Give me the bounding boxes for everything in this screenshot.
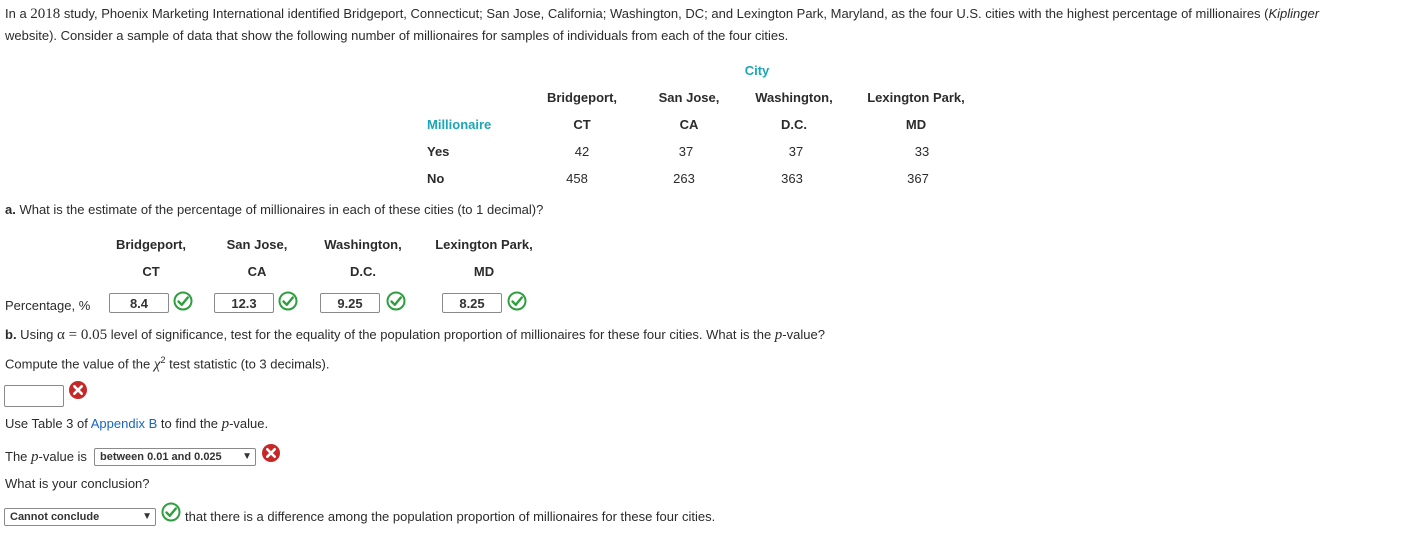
table-cell: 37 bbox=[678, 144, 694, 159]
check-icon bbox=[161, 502, 181, 522]
x-icon bbox=[261, 443, 281, 463]
intro-source: Kiplinger bbox=[1268, 6, 1320, 21]
intro-year: 2018 bbox=[30, 6, 61, 22]
part-a-row-label: Percentage, % bbox=[5, 298, 91, 313]
p-symbol: p bbox=[221, 416, 230, 432]
table-cell: 367 bbox=[907, 171, 929, 186]
table-col-washington-state: D.C. bbox=[781, 117, 807, 132]
table-cell: 263 bbox=[673, 171, 695, 186]
pval-post: -value is bbox=[38, 449, 87, 464]
percentage-input-lexington[interactable]: 8.25 bbox=[442, 293, 502, 313]
check-icon bbox=[278, 291, 298, 311]
pvalue-select[interactable] bbox=[94, 448, 256, 466]
part-b-question bbox=[5, 327, 825, 344]
x-icon bbox=[68, 380, 88, 400]
appendix-b-link[interactable]: Appendix B bbox=[90, 416, 158, 431]
alpha-value: α = 0.05 bbox=[57, 327, 108, 343]
part-b-mid: level of significance, test for the equality of the population proportion of millionaires for these four cities. What is the bbox=[107, 327, 775, 342]
table-col-lexington-state: MD bbox=[905, 117, 927, 132]
check-icon bbox=[507, 291, 527, 311]
pval-pre: The bbox=[5, 449, 32, 464]
compute-pre: Compute the value of the bbox=[5, 356, 154, 372]
part-a-question bbox=[5, 202, 543, 217]
table-col-sanjose-state: CA bbox=[679, 117, 699, 132]
chevron-down-icon: ▼ bbox=[142, 511, 152, 522]
compute-instruction bbox=[5, 355, 330, 373]
part-a-prefix: a. bbox=[5, 202, 16, 217]
part-a-col-washington-state: D.C. bbox=[350, 264, 376, 279]
p-symbol: p bbox=[774, 327, 783, 343]
part-a-col-sanjose-state: CA bbox=[247, 264, 267, 279]
use-post: -value. bbox=[229, 416, 269, 431]
intro-post: study, Phoenix Marketing International identified Bridgeport, Connecticut; San Jose, California; Washington, DC; and Lexington Park, Maryland, as the four U.S. cities with the highest percentage of millionaires ( bbox=[60, 6, 1269, 21]
intro-line-1 bbox=[5, 6, 1319, 23]
part-a-col-bridgeport-state: CT bbox=[142, 264, 160, 279]
table-cell: 37 bbox=[788, 144, 804, 159]
intro-line-2: website). Consider a sample of data that show the following number of millionaires for samples of individuals from each of the four cities. bbox=[5, 28, 789, 43]
table-col-bridgeport-state: CT bbox=[573, 117, 591, 132]
part-a-col-lexington-state: MD bbox=[473, 264, 495, 279]
table-col-lexington: Lexington Park, bbox=[867, 90, 965, 105]
table-col-washington: Washington, bbox=[755, 90, 833, 105]
table-cell: 42 bbox=[574, 144, 590, 159]
part-a-col-washington: Washington, bbox=[324, 237, 402, 252]
part-b-prefix: b. bbox=[5, 327, 17, 342]
check-icon bbox=[173, 291, 193, 311]
table-group-header: City bbox=[744, 63, 770, 78]
chi-symbol: χ bbox=[153, 356, 161, 373]
check-icon bbox=[386, 291, 406, 311]
percentage-input-bridgeport[interactable]: 8.4 bbox=[109, 293, 169, 313]
pvalue-selected: between 0.01 and 0.025 bbox=[100, 451, 222, 463]
percentage-input-washington[interactable]: 9.25 bbox=[320, 293, 380, 313]
chi-exponent: 2 bbox=[160, 355, 166, 365]
part-a-col-bridgeport: Bridgeport, bbox=[115, 237, 187, 252]
pvalue-label bbox=[5, 449, 87, 466]
compute-post: test statistic (to 3 decimals). bbox=[165, 356, 330, 372]
part-a-col-lexington: Lexington Park, bbox=[435, 237, 533, 252]
intro-pre: In a bbox=[5, 6, 31, 21]
part-a-col-sanjose: San Jose, bbox=[226, 237, 288, 252]
table-col-sanjose: San Jose, bbox=[658, 90, 720, 105]
table-row-label-no: No bbox=[427, 171, 445, 186]
table-row-label-yes: Yes bbox=[427, 144, 450, 159]
conclusion-selected: Cannot conclude bbox=[10, 511, 100, 523]
chi-square-input[interactable] bbox=[4, 385, 64, 407]
conclusion-select[interactable] bbox=[4, 508, 156, 526]
chevron-down-icon: ▼ bbox=[242, 451, 252, 462]
table-cell: 363 bbox=[781, 171, 803, 186]
percentage-input-sanjose[interactable]: 12.3 bbox=[214, 293, 274, 313]
part-b-post: -value? bbox=[782, 327, 825, 342]
table-col-bridgeport: Bridgeport, bbox=[546, 90, 618, 105]
part-a-text: What is the estimate of the percentage of millionaires in each of these cities (to 1 decimal)? bbox=[15, 202, 544, 217]
table-cell: 458 bbox=[566, 171, 588, 186]
p-symbol: p bbox=[31, 449, 39, 465]
use-table-instruction bbox=[5, 416, 268, 433]
use-mid: to find the bbox=[157, 416, 222, 431]
conclusion-text: that there is a difference among the population proportion of millionaires for these four cities. bbox=[185, 509, 716, 524]
table-row-header: Millionaire bbox=[427, 117, 492, 132]
part-b-pre: Using bbox=[16, 327, 58, 342]
use-pre: Use Table 3 of bbox=[5, 416, 91, 431]
table-cell: 33 bbox=[914, 144, 930, 159]
conclusion-question: What is your conclusion? bbox=[5, 476, 150, 491]
